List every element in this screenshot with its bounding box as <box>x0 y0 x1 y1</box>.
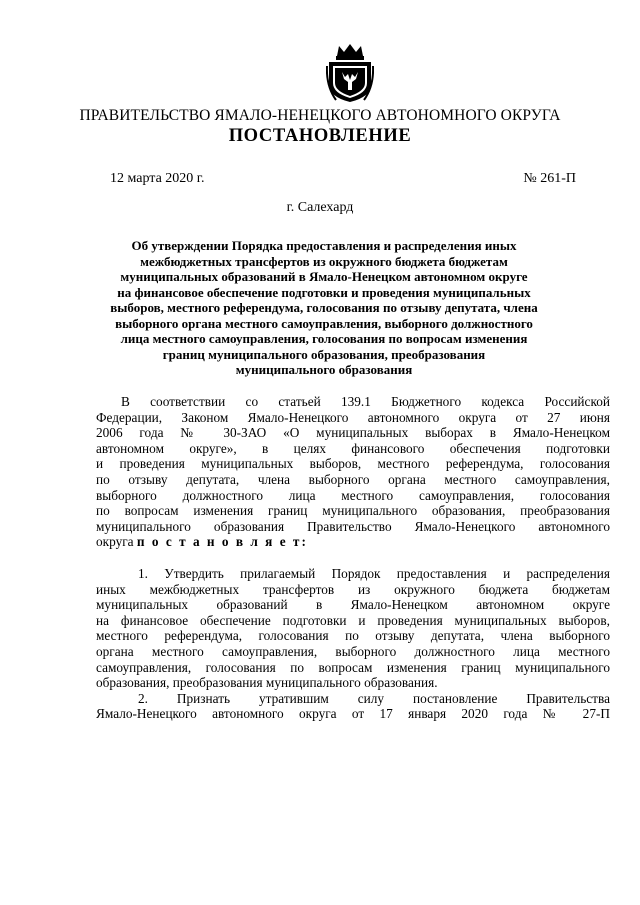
text-line <box>96 534 610 550</box>
document-type: ПОСТАНОВЛЕНИЕ <box>228 126 412 146</box>
document-body <box>96 394 610 722</box>
title-line: выборного органа местного самоуправления, выборного должностного <box>115 315 533 331</box>
document-number: № 261-П <box>523 171 576 186</box>
text-line: муниципальных образований в Ямало-Ненецком автономном округе <box>96 597 610 613</box>
document-date: 12 марта 2020 г. <box>110 171 205 186</box>
text-line: выборного должностного лица местного самоуправления, голосования <box>96 487 610 503</box>
paragraph-gap <box>96 550 610 566</box>
text-line: по вопросам изменения границ муниципального образования, преобразования <box>96 503 610 519</box>
title-line: муниципальных образований в Ямало-Ненецком автономном округе <box>120 269 528 284</box>
text-line: по отзыву депутата, члена выборного органа местного самоуправления, <box>96 471 610 487</box>
text-line: Ямало-Ненецкого автономного округа от 17 января 2020 года № 27-П <box>96 706 610 722</box>
text-line: на финансовое обеспечение подготовки и проведения муниципальных выборов, <box>96 612 610 628</box>
text-line: иных межбюджетных трансфертов из окружного бюджета бюджетам <box>96 581 610 597</box>
text-line: автономном округе», в целях финансового обеспечения подготовки <box>96 440 610 456</box>
document-city: г. Салехард <box>286 200 354 215</box>
title-line: муниципального образования <box>235 362 413 377</box>
title-line: лица местного самоуправления, голосования по вопросам изменения <box>120 331 528 346</box>
title-line: Об утверждении Порядка предоставления и распределения иных <box>131 238 517 253</box>
text-line: местного референдума, голосования по отзыву депутата, члена выборного <box>96 628 610 644</box>
title-line: выборов, местного референдума, голосования по отзыву депутата, члена <box>110 300 538 315</box>
preamble-paragraph <box>96 394 610 550</box>
text-line: муниципального образования Правительство Ямало-Ненецкого автономного <box>96 518 610 534</box>
item-1-paragraph <box>96 566 610 691</box>
document-title <box>108 238 540 378</box>
resolves-word: п о с т а н о в л я е т: <box>136 534 308 550</box>
text-line: и проведения муниципальных выборов, местного референдума, голосования <box>96 456 610 472</box>
text-line: органа местного самоуправления, выборного должностного лица местного <box>96 643 610 659</box>
title-line: на финансовое обеспечение подготовки и проведения муниципальных <box>117 284 531 300</box>
text-line: Федерации, Законом Ямало-Ненецкого автономного округа от 27 июня <box>96 409 610 425</box>
text-line: 2. Признать утратившим силу постановление Правительства <box>138 690 610 706</box>
government-name: ПРАВИТЕЛЬСТВО ЯМАЛО-НЕНЕЦКОГО АВТОНОМНОГО ОКРУГА <box>79 107 561 124</box>
title-line: межбюджетных трансфертов из окружного бюджета бюджетам <box>140 253 508 269</box>
text-fragment: округа <box>96 534 137 550</box>
text-line: образования, преобразования муниципального образования. <box>96 675 438 691</box>
text-line: самоуправления, голосования по вопросам изменения границ муниципального <box>96 659 610 675</box>
text-line: 2006 года № 30-ЗАО «О муниципальных выборах в Ямало-Ненецком <box>96 425 610 441</box>
text-line: В соответствии со статьей 139.1 Бюджетного кодекса Российской <box>121 394 610 409</box>
title-line: границ муниципального образования, преобразования <box>162 346 486 362</box>
text-line: 1. Утвердить прилагаемый Порядок предоставления и распределения <box>138 565 610 581</box>
coat-of-arms-emblem <box>326 42 374 104</box>
item-2-paragraph <box>96 691 610 722</box>
